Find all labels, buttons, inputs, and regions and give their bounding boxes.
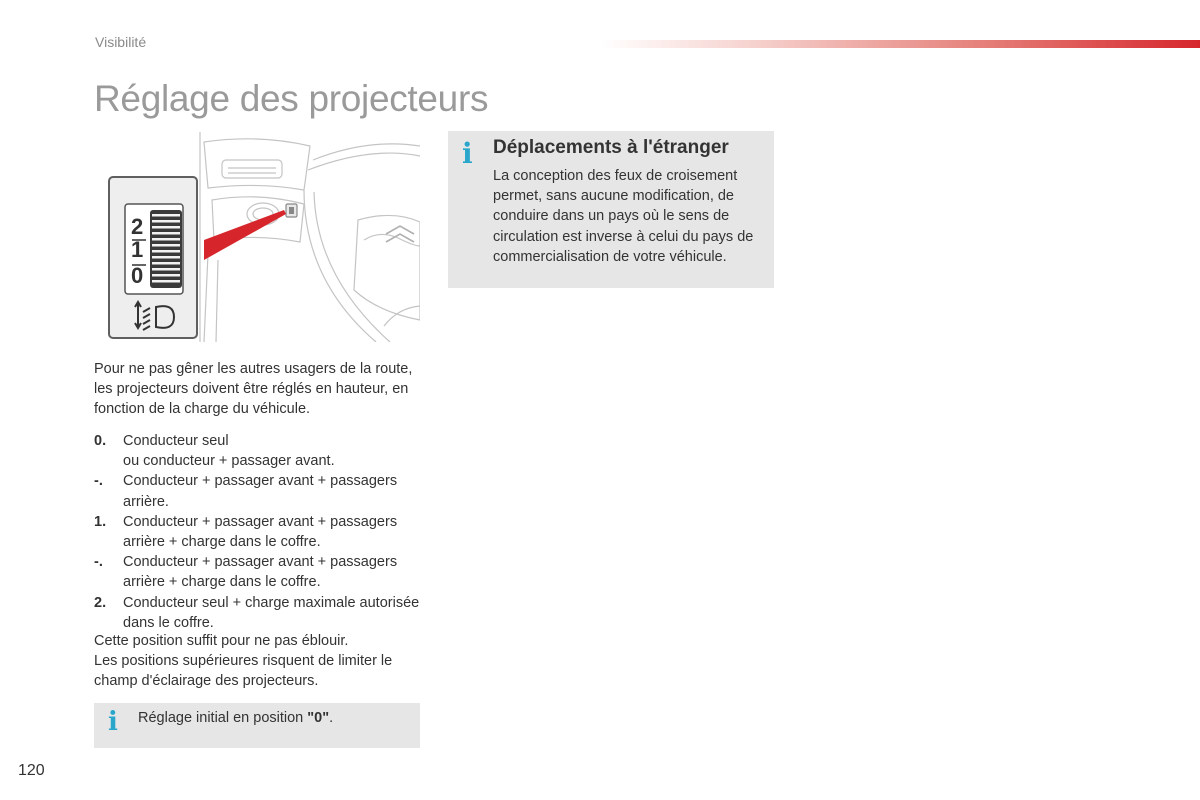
page-number: 120 xyxy=(18,762,45,779)
position-key: 2. xyxy=(94,594,107,611)
position-key: -. xyxy=(94,554,103,571)
position-list xyxy=(94,431,424,633)
info-icon: i xyxy=(108,707,118,737)
dial-label-0: 0 xyxy=(131,263,144,288)
info-icon: i xyxy=(462,137,473,170)
list-item xyxy=(94,552,424,592)
page-title: Réglage des projecteurs xyxy=(94,78,489,119)
tip-value: "0" xyxy=(307,710,330,726)
list-item xyxy=(94,593,424,633)
abroad-title: Déplacements à l'étranger xyxy=(493,137,729,158)
position-text: Conducteur + passager avant + passagers arrière + charge dans le coffre. xyxy=(123,554,398,591)
abroad-info-box xyxy=(448,131,774,288)
position-key: 0. xyxy=(94,433,107,449)
tip-prefix: Réglage initial en position xyxy=(138,710,308,726)
pointer-arrow xyxy=(204,210,286,260)
dial-label-1: 1 xyxy=(131,237,144,262)
dial-label-2: 2 xyxy=(131,214,144,239)
headlamp-adjustment-illustration xyxy=(108,130,420,342)
position-text: Conducteur seul + charge maximale autorisée dans le coffre. xyxy=(123,594,420,631)
position-text: Conducteur + passager avant + passagers arrière + charge dans le coffre. xyxy=(123,513,398,551)
steering-wheel-icon xyxy=(304,144,420,342)
abroad-body: La conception des feux de croisement permet, sans aucune modification, de conduire dans un pays où le sens de circulation est inverse à celui du pays de commercialisation de votre véhicule. xyxy=(493,168,754,265)
tip-suffix: . xyxy=(329,710,334,726)
position-text: Conducteur + passager avant + passagers arrière. xyxy=(123,473,398,510)
position-key: -. xyxy=(94,473,103,490)
list-item xyxy=(94,471,424,511)
header-accent-bar xyxy=(600,40,1200,48)
section-label: Visibilité xyxy=(95,34,147,50)
list-item xyxy=(94,431,424,471)
tip-text xyxy=(138,710,333,726)
list-item xyxy=(94,512,424,552)
headlamp-leveling-panel xyxy=(109,177,197,338)
note-paragraph: Cette position suffit pour ne pas éblouir. Les positions supérieures risquent de limiter le champ d'éclairage des projecteurs. xyxy=(94,633,393,690)
intro-paragraph: Pour ne pas gêner les autres usagers de la route, les projecteurs doivent être réglés en hauteur, en fonction de la charge du véhicule. xyxy=(94,361,413,418)
position-text: Conducteur seul ou conducteur + passager avant. xyxy=(123,433,335,470)
tip-box xyxy=(94,703,420,748)
position-key: 1. xyxy=(94,513,107,530)
dial-wheel xyxy=(150,210,182,288)
